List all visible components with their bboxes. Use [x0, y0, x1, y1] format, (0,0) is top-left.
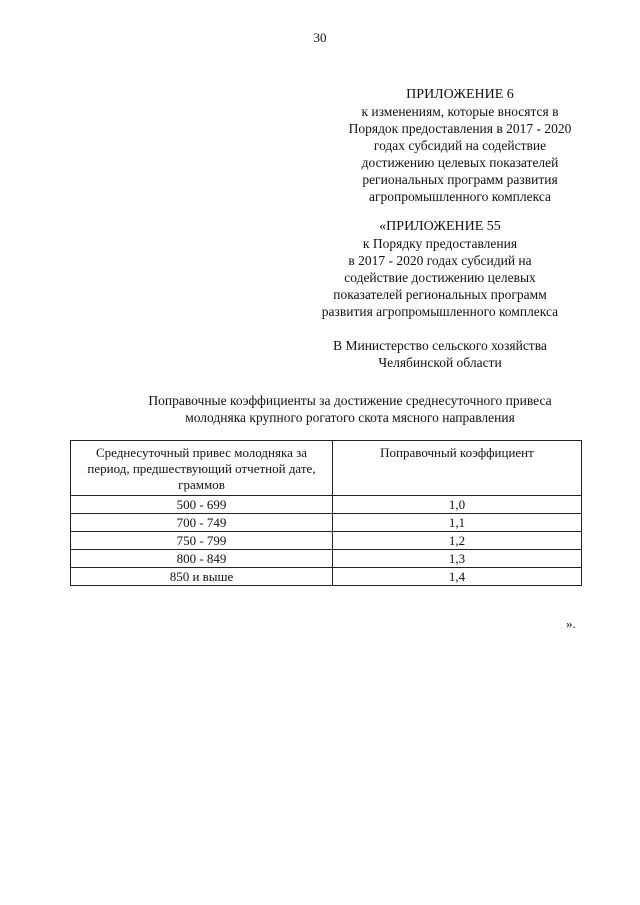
- appendix-line: Порядок предоставления в 2017 - 2020: [348, 121, 572, 136]
- coefficient-header: Поправочный коэффициент: [333, 441, 582, 496]
- appendix-line: региональных программ развития: [362, 172, 558, 187]
- table-row: [71, 496, 582, 514]
- inner-appendix-line: к Порядку предоставления: [362, 236, 518, 251]
- inner-appendix-line: показателей региональных программ: [333, 287, 547, 302]
- table-row: [71, 568, 582, 586]
- appendix-line: достижению целевых показателей: [361, 155, 559, 170]
- table-row: [71, 550, 582, 568]
- weight-gain-cell: 800 - 849: [71, 550, 333, 568]
- appendix-line: агропромышленного комплекса: [369, 189, 551, 204]
- table-row: [71, 514, 582, 532]
- coefficient-cell: 1,1: [333, 514, 582, 532]
- weight-gain-cell: 700 - 749: [71, 514, 333, 532]
- weight-gain-header: Среднесуточный привес молодняка за период, предшествующий отчетной дате, граммов: [71, 441, 333, 496]
- appendix-line: к изменениям, которые вносятся в: [361, 104, 559, 119]
- addressee: [310, 337, 570, 371]
- weight-gain-cell: 850 и выше: [71, 568, 333, 586]
- coefficient-cell: 1,0: [333, 496, 582, 514]
- appendix-line: годах субсидий на содействие: [373, 138, 547, 153]
- inner-appendix-line: в 2017 - 2020 годах субсидий на: [348, 253, 532, 268]
- appendix-title: ПРИЛОЖЕНИЕ 6: [406, 87, 514, 102]
- inner-appendix-heading: [300, 218, 580, 320]
- inner-appendix-title: «ПРИЛОЖЕНИЕ 55: [379, 219, 501, 234]
- table-title-line: молодняка крупного рогатого скота мясного направления: [185, 410, 515, 425]
- closing-quote-mark: ».: [566, 616, 576, 631]
- appendix-heading: [320, 86, 600, 205]
- table-title-line: Поправочные коэффициенты за достижение среднесуточного привеса: [148, 393, 552, 408]
- weight-gain-cell: 500 - 699: [71, 496, 333, 514]
- table-row: [71, 532, 582, 550]
- weight-gain-cell: 750 - 799: [71, 532, 333, 550]
- table-header-row: [71, 441, 582, 496]
- addressee-line: Челябинской области: [378, 355, 502, 370]
- inner-appendix-line: развития агропромышленного комплекса: [321, 304, 559, 319]
- coefficient-cell: 1,4: [333, 568, 582, 586]
- coefficient-cell: 1,3: [333, 550, 582, 568]
- inner-appendix-line: содействие достижению целевых: [344, 270, 536, 285]
- coefficient-cell: 1,2: [333, 532, 582, 550]
- coefficient-table: [70, 440, 582, 586]
- page-number: 30: [313, 30, 327, 45]
- addressee-line: В Министерство сельского хозяйства: [333, 338, 547, 353]
- table-title: [110, 392, 590, 426]
